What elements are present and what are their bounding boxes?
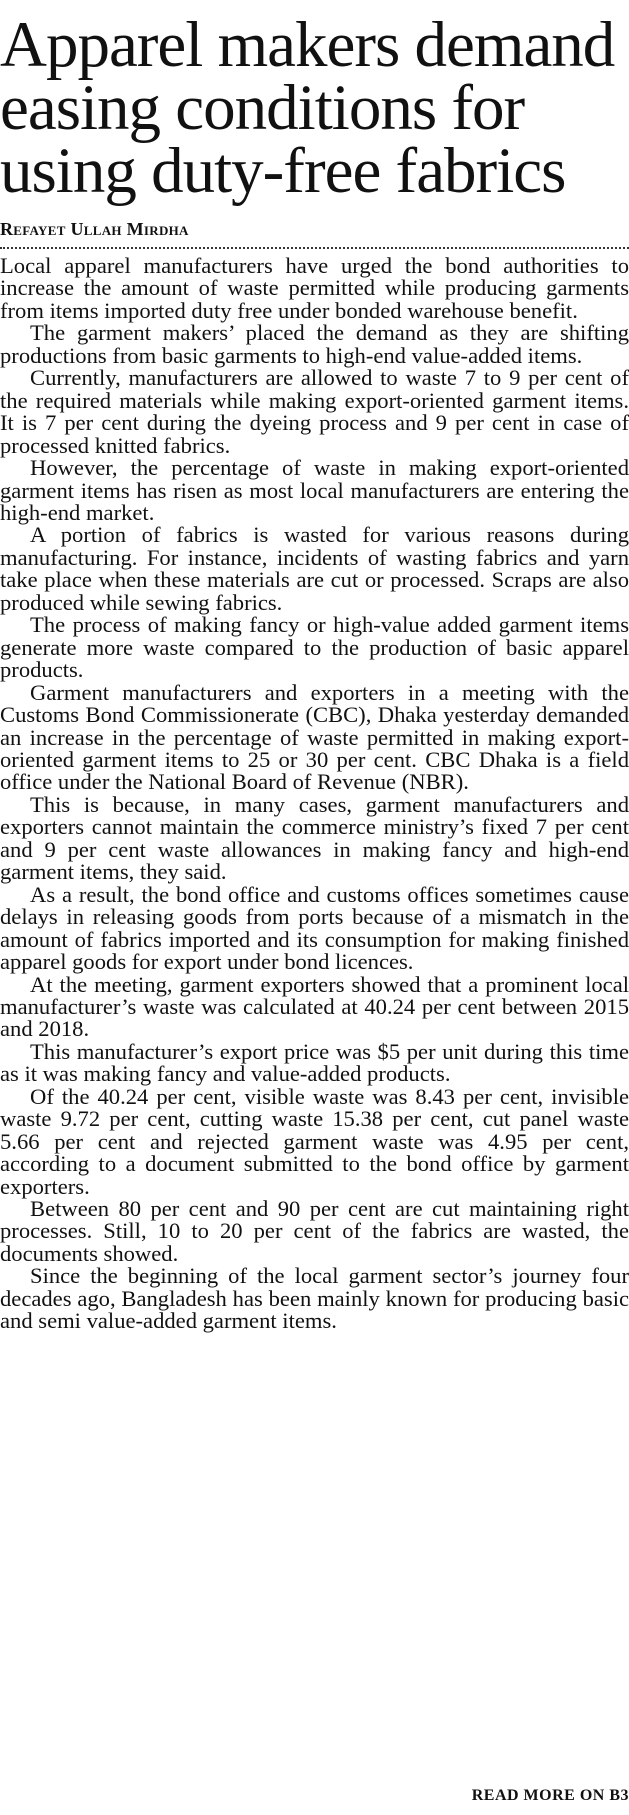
headline: Apparel makers demand easing conditions for using duty-free fabrics bbox=[0, 9, 615, 207]
paragraph: The garment makers’ placed the demand as they are shifting productions from basic garments to high-end value-added items. bbox=[0, 320, 629, 368]
article-body bbox=[0, 255, 629, 1333]
paragraph: Of the 40.24 per cent, visible waste was 8.43 per cent, invisible waste 9.72 per cent, cutting waste 15.38 per cent, cut panel waste 5.66 per cent and rejected garment waste was 4.95 per cent, according to a document submitted to the bond office by garment exporters. bbox=[0, 1083, 629, 1199]
paragraph: Between 80 per cent and 90 per cent are cut maintaining right processes. Still, 10 to 20 per cent of the fabrics are wasted, the documents showed. bbox=[0, 1196, 629, 1266]
paragraph: Garment manufacturers and exporters in a meeting with the Customs Bond Commissionerate (CBC), Dhaka yesterday demanded an increase in the percentage of waste permitted in making export-oriented garment items to 25 or 30 per cent. CBC Dhaka is a field office under the National Board of Revenue (NBR). bbox=[0, 679, 629, 795]
paragraph: This manufacturer’s export price was $5 per unit during this time as it was making fancy and value-added products. bbox=[0, 1038, 629, 1087]
byline: Refayet Ullah Mirdha bbox=[0, 219, 189, 239]
paragraph: Local apparel manufacturers have urged the bond authorities to increase the amount of waste permitted while producing garments from items imported duty free under bonded warehouse benefit. bbox=[0, 253, 629, 323]
paragraph: However, the percentage of waste in making export-oriented garment items has risen as most local manufacturers are entering the high-end market. bbox=[0, 455, 629, 525]
paragraph: As a result, the bond office and customs offices sometimes cause delays in releasing goods from ports because of a mismatch in the amount of fabrics imported and its consumption for making finished apparel goods for export under bond licences. bbox=[0, 881, 629, 975]
paragraph: This is because, in many cases, garment manufacturers and exporters cannot maintain the commerce ministry’s fixed 7 per cent and 9 per cent waste allowances in making fancy and high-end garment items, they said. bbox=[0, 791, 629, 885]
paragraph: The process of making fancy or high-value added garment items generate more waste compared to the production of basic apparel products. bbox=[0, 612, 629, 683]
paragraph: At the meeting, garment exporters showed that a prominent local manufacturer’s waste was calculated at 40.24 per cent between 2015 and 2018. bbox=[0, 971, 629, 1042]
paragraph: A portion of fabrics is wasted for various reasons during manufacturing. For instance, incidents of wasting fabrics and yarn take place when these materials are cut or processed. Scraps are also produced while sewing fabrics. bbox=[0, 522, 629, 615]
paragraph: Since the beginning of the local garment sector’s journey four decades ago, Bangladesh has been mainly known for producing basic and semi value-added garment items. bbox=[0, 1263, 629, 1334]
read-more-label: READ MORE ON B3 bbox=[471, 1787, 629, 1804]
dotted-divider bbox=[0, 247, 629, 249]
paragraph: Currently, manufacturers are allowed to waste 7 to 9 per cent of the required materials while making export-oriented garment items. It is 7 per cent during the dyeing process and 9 per cent in case of processed knitted fabrics. bbox=[0, 365, 629, 458]
